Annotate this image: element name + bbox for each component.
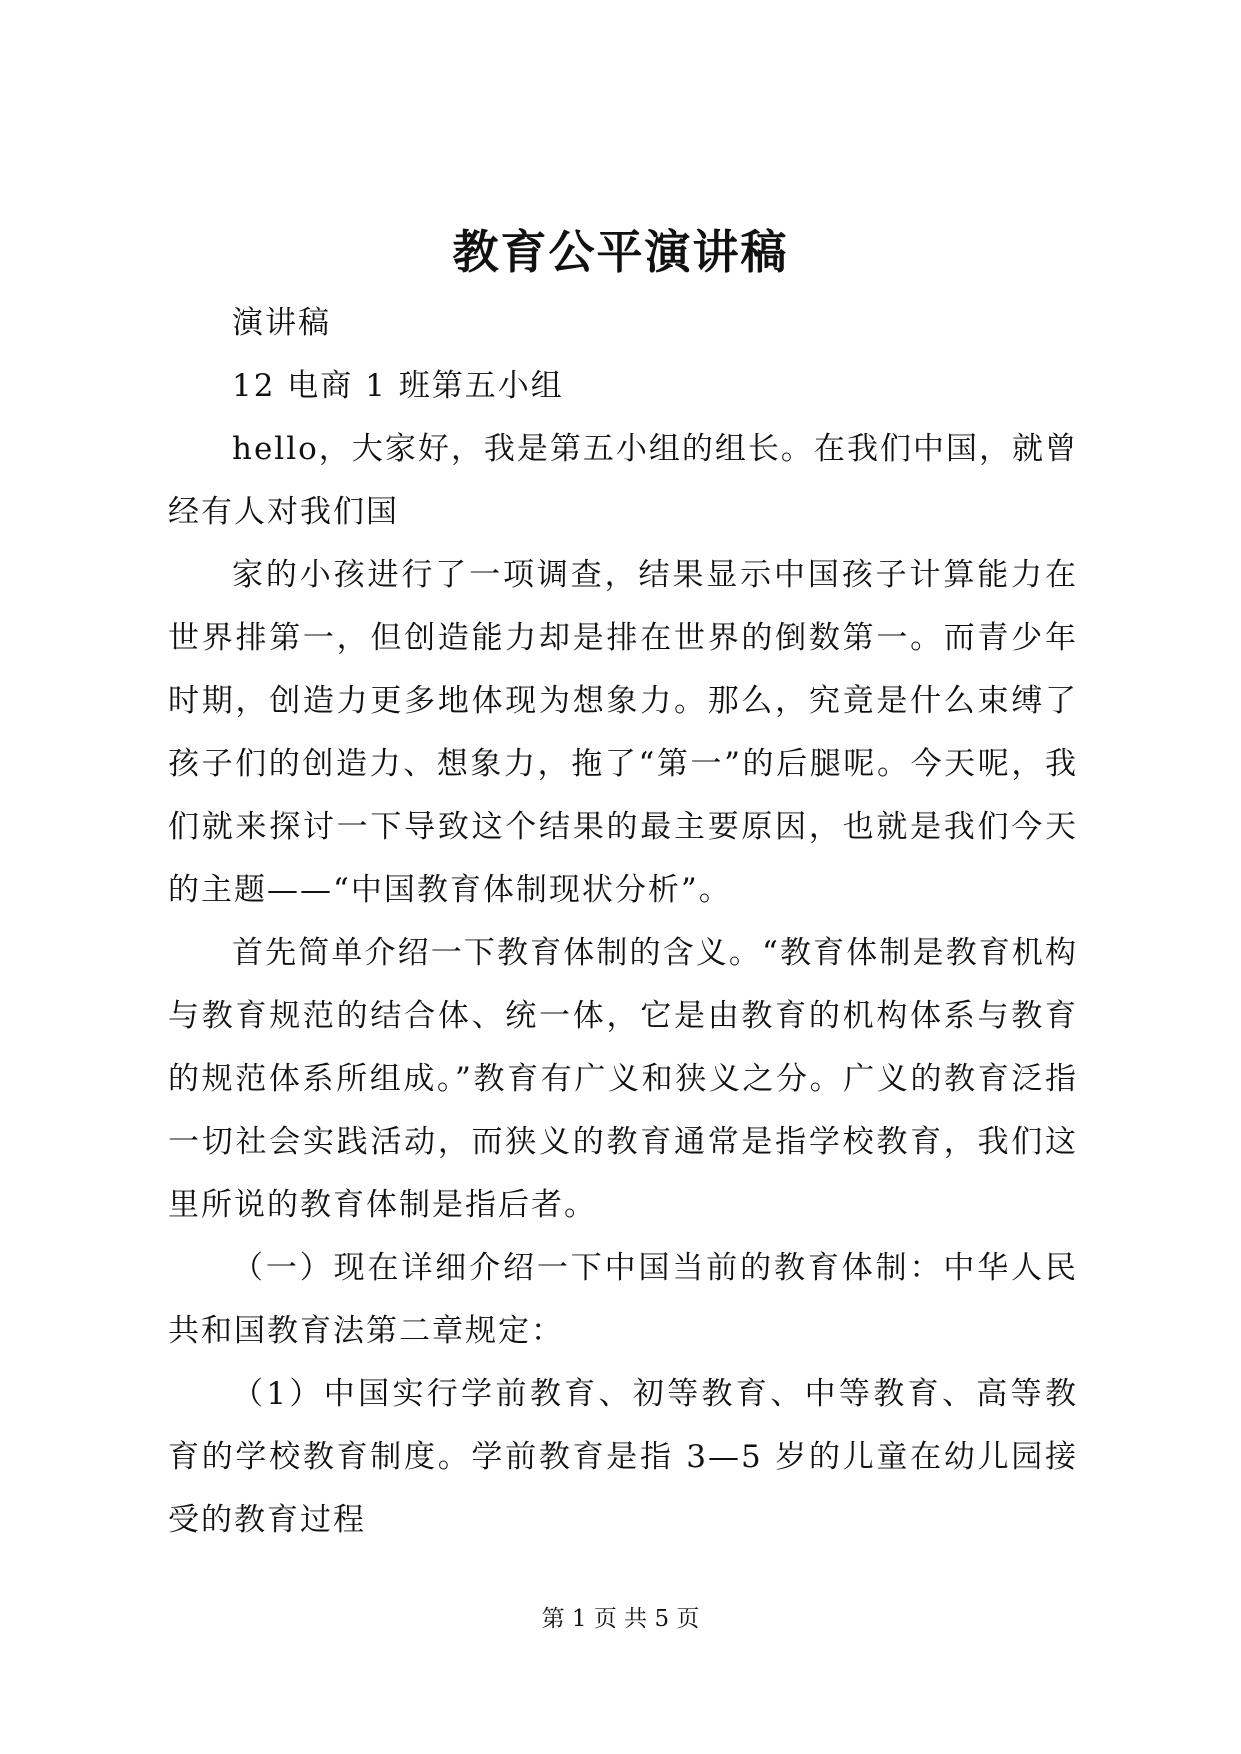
- paragraph-greeting: hello，大家好，我是第五小组的组长。在我们中国，就曾经有人对我们国: [168, 431, 1078, 530]
- document-title: 教育公平演讲稿: [452, 225, 789, 279]
- paragraph-item-one: （1）中国实行学前教育、初等教育、中等教育、高等教育的学校教育制度。学前教育是指 3—5 岁的儿童在幼儿园接受的教育过程: [168, 1376, 1078, 1538]
- paragraph-group-name: 12 电商 1 班第五小组: [232, 368, 564, 404]
- document-body: [168, 292, 1078, 1552]
- paragraph-definition: 首先简单介绍一下教育体制的含义。“教育体制是教育机构与教育规范的结合体、统一体，它是由教育的机构体系与教育的规范体系所组成。”教育有广义和狭义之分。广义的教育泛指一切社会实践活动，而狭义的教育通常是指学校教育，我们这里所说的教育体制是指后者。: [168, 935, 1078, 1223]
- paragraph-survey: 家的小孩进行了一项调查，结果显示中国孩子计算能力在世界排第一，但创造能力却是排在世界的倒数第一。而青少年时期，创造力更多地体现为想象力。那么，究竟是什么束缚了孩子们的创造力、想象力，拖了“第一”的后腿呢。今天呢，我们就来探讨一下导致这个结果的最主要原因，也就是我们今天的主题——“中国教育体制现状分析”。: [168, 557, 1078, 908]
- paragraph-section-one: （一）现在详细介绍一下中国当前的教育体制：中华人民共和国教育法第二章规定：: [168, 1250, 1078, 1349]
- paragraph-heading-label: 演讲稿: [232, 305, 331, 341]
- page-footer: 第 1 页 共 5 页: [541, 1606, 700, 1632]
